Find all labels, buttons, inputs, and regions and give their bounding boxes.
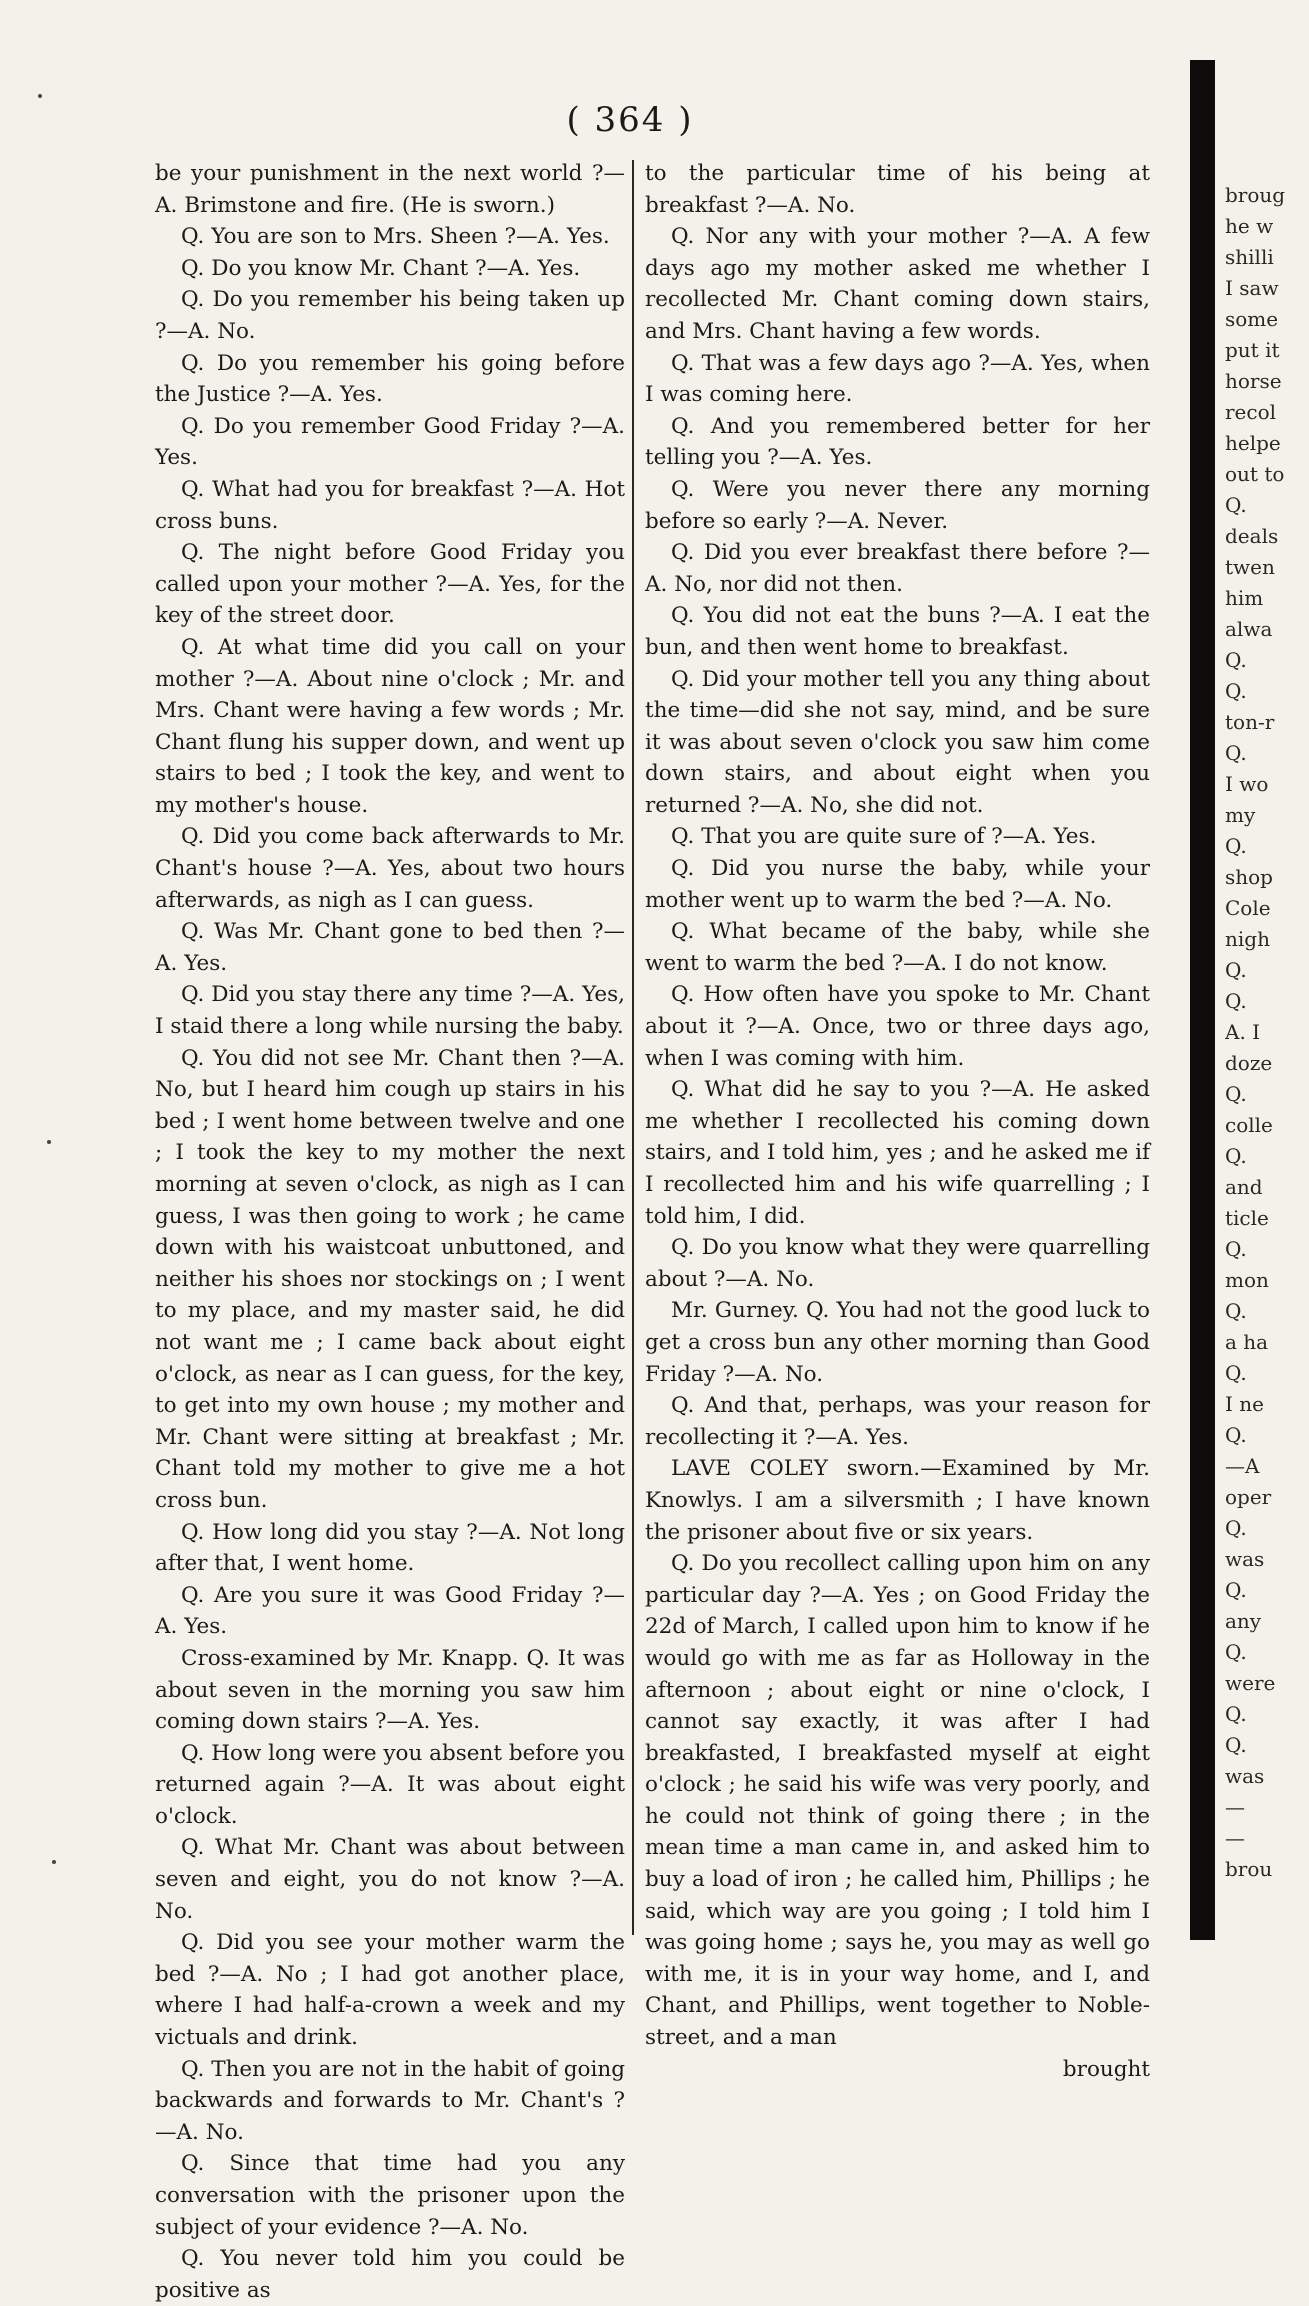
paragraph: Mr. Gurney. Q. You had not the good luck to get a cross bun any other morning than Good Friday ?—A. No. [645, 1298, 1150, 1387]
paragraph: Q. What had you for breakfast ?—A. Hot cross buns. [155, 476, 625, 534]
ink-speck [47, 1140, 51, 1144]
bleed-line: Q. [1225, 1516, 1247, 1540]
paragraph: Q. Do you recollect calling upon him on any particular day ?—A. Yes ; on Good Friday the 22d of March, I called upon him to know if he would go with me as far as Holloway in the afternoon ; about eight or nine o'clock, I cannot say exactly, it was after I had breakfasted, I breakfasted myself at eight o'clock ; he said his wife was very poorly, and he could not think of going there ; in the mean time a man came in, and asked him to buy a load of iron ; he called him, Phillips ; he said, which way are you going ; I told him I was going home ; says he, you may as well go with me, it is in your way home, and I, and Chant, and Phillips, went together to Noble-street, and a man [645, 1551, 1150, 2051]
paragraph: Q. The night before Good Friday you called upon your mother ?—A. Yes, for the key of the street door. [155, 540, 625, 629]
ink-speck [52, 1860, 56, 1864]
paragraph: Q. How long did you stay ?—A. Not long after that, I went home. [155, 1519, 625, 1577]
left-column [155, 158, 625, 2306]
paragraph: Q. That you are quite sure of ?—A. Yes. [671, 824, 1097, 850]
right-column [645, 158, 1150, 2085]
bleed-line: twen [1225, 555, 1275, 579]
bleed-line: Q. [1225, 1361, 1247, 1385]
paragraph: Q. Nor any with your mother ?—A. A few days ago my mother asked me whether I recollected Mr. Chant coming down stairs, and Mrs. Chant having a few words. [645, 224, 1150, 344]
paragraph: Q. What Mr. Chant was about between seven and eight, you do not know ?—A. No. [155, 1835, 625, 1924]
bleed-line: oper [1225, 1485, 1272, 1509]
bleed-line: shilli [1225, 245, 1274, 269]
bleed-line: I ne [1225, 1392, 1264, 1416]
paragraph: Q. And that, perhaps, was your reason for recollecting it ?—A. Yes. [645, 1393, 1150, 1450]
bleed-line: any [1225, 1609, 1262, 1633]
paragraph: Q. Were you never there any morning before so early ?—A. Never. [645, 476, 1150, 534]
bleed-line: were [1225, 1671, 1276, 1695]
bleed-line: broug [1225, 183, 1286, 207]
paragraph: Q. Do you remember his going before the Justice ?—A. Yes. [155, 350, 625, 408]
bleed-line: colle [1225, 1113, 1273, 1137]
paragraph: Q. Did you see your mother warm the bed ?—A. No ; I had got another place, where I had half-a-crown a week and my victuals and drink. [155, 1930, 625, 2051]
paragraph: Q. Since that time had you any conversation with the prisoner upon the subject of your evidence ?—A. No. [155, 2151, 625, 2240]
bleed-line: Q. [1225, 1578, 1247, 1602]
column-divider [632, 160, 634, 1935]
ink-speck [38, 94, 42, 98]
paragraph: Q. What became of the baby, while she went to warm the bed ?—A. I do not know. [645, 919, 1150, 976]
facing-page-bleed-through [1225, 180, 1309, 1885]
bleed-line: brou [1225, 1857, 1273, 1881]
bleed-line: he w [1225, 214, 1274, 238]
paragraph: Q. Did you nurse the baby, while your mother went up to warm the bed ?—A. No. [645, 856, 1150, 913]
bleed-line: —A [1225, 1454, 1260, 1478]
bleed-line: Cole [1225, 896, 1271, 920]
paragraph: Q. At what time did you call on your mother ?—A. About nine o'clock ; Mr. and Mrs. Chant were having a few words ; Mr. Chant flung his supper down, and went up stairs to bed ; I took the key, and went to my mother's house. [155, 634, 625, 818]
bleed-line: — [1225, 1826, 1245, 1850]
paragraph: Q. You did not see Mr. Chant then ?—A. No, but I heard him cough up stairs in his bed ; I went home between twelve and one ; I took the key to my mother the next morning at seven o'clock, as nigh as I can guess, I was then going to work ; he came down with his waistcoat unbuttoned, and neither his shoes nor stockings on ; I went to my place, and my master said, he did not want me ; I came back about eight o'clock, as near as I can guess, for the key, to get into my own house ; my mother and Mr. Chant were sitting at breakfast ; Mr. Chant told my mother to give me a hot cross bun. [155, 1045, 625, 1513]
paragraph: Q. Do you know what they were quarrelling about ?—A. No. [645, 1235, 1150, 1292]
bleed-line: Q. [1225, 1144, 1247, 1168]
paragraph: Q. How long were you absent before you returned again ?—A. It was about eight o'clock. [155, 1740, 625, 1829]
bleed-line: Q. [1225, 1237, 1247, 1261]
paragraph: Q. Do you know Mr. Chant ?—A. Yes. [181, 255, 581, 281]
catchword: brought [1062, 2056, 1150, 2082]
paragraph: Q. Are you sure it was Good Friday ?—A. Yes. [155, 1582, 625, 1640]
bleed-line: nigh [1225, 927, 1270, 951]
paragraph: Q. Do you remember Good Friday ?—A. Yes. [155, 413, 625, 471]
bleed-line: was [1225, 1547, 1265, 1571]
bleed-line: some [1225, 307, 1279, 331]
bleed-line: Q. [1225, 1702, 1247, 1726]
bleed-line: and [1225, 1175, 1263, 1199]
paragraph: Q. Did you come back afterwards to Mr. Chant's house ?—A. Yes, about two hours afterwards, as nigh as I can guess. [155, 824, 625, 913]
paragraph: Cross-examined by Mr. Knapp. Q. It was about seven in the morning you saw him coming down stairs ?—A. Yes. [155, 1645, 625, 1735]
paragraph: Q. And you remembered better for her telling you ?—A. Yes. [645, 413, 1150, 471]
paragraph: LAVE COLEY sworn.—Examined by Mr. Knowlys. I am a silversmith ; I have known the prisoner about five or six years. [645, 1456, 1150, 1545]
bleed-line: alwa [1225, 617, 1273, 641]
bleed-line: — [1225, 1795, 1245, 1819]
bleed-line: ticle [1225, 1206, 1269, 1230]
paragraph: be your punishment in the next world ?—A. Brimstone and fire. (He is sworn.) [155, 161, 625, 218]
bleed-line: put it [1225, 338, 1280, 362]
bleed-line: Q. [1225, 1299, 1247, 1323]
bleed-line: doze [1225, 1051, 1273, 1075]
bleed-line: Q. [1225, 1733, 1247, 1757]
paragraph: Q. That was a few days ago ?—A. Yes, when I was coming here. [645, 350, 1150, 408]
bleed-line: out to [1225, 462, 1285, 486]
bleed-line: Q. [1225, 493, 1247, 517]
bleed-line: Q. [1225, 1082, 1247, 1106]
bleed-line: horse [1225, 369, 1282, 393]
bleed-line: I wo [1225, 772, 1269, 796]
bleed-line: Q. [1225, 648, 1247, 672]
bleed-line: A. I [1225, 1020, 1261, 1044]
bleed-line: shop [1225, 865, 1273, 889]
bleed-line: my [1225, 803, 1256, 827]
paragraph: Q. Did your mother tell you any thing about the time—did she not say, mind, and be sure it was about seven o'clock you saw him come down stairs, and about eight when you returned ?—A. No, she did not. [645, 666, 1150, 818]
bleed-line: Q. [1225, 958, 1247, 982]
paragraph: Q. Then you are not in the habit of going backwards and forwards to Mr. Chant's ?—A. No. [155, 2056, 625, 2145]
paragraph: Q. Do you remember his being taken up ?—A. No. [155, 287, 625, 344]
paragraph: Q. Was Mr. Chant gone to bed then ?—A. Yes. [155, 919, 625, 976]
bleed-line: Q. [1225, 1640, 1247, 1664]
bleed-line: Q. [1225, 741, 1247, 765]
paragraph: Q. How often have you spoke to Mr. Chant about it ?—A. Once, two or three days ago, when I was coming with him. [645, 982, 1150, 1071]
bleed-line: recol [1225, 400, 1277, 424]
bleed-line: was [1225, 1764, 1265, 1788]
bleed-line: Q. [1225, 834, 1247, 858]
bleed-line: him [1225, 586, 1264, 610]
page-number: ( 364 ) [566, 100, 694, 140]
paragraph: Q. Did you stay there any time ?—A. Yes, I staid there a long while nursing the baby. [155, 982, 625, 1040]
bleed-line: Q. [1225, 1423, 1247, 1447]
bleed-line: ton-r [1225, 710, 1275, 734]
bleed-line: I saw [1225, 276, 1279, 300]
bleed-line: Q. [1225, 989, 1247, 1013]
page-edge-shadow [1190, 60, 1215, 1940]
bleed-line: Q. [1225, 679, 1247, 703]
paragraph: Q. You are son to Mrs. Sheen ?—A. Yes. [181, 224, 610, 250]
paragraph: Q. What did he say to you ?—A. He asked me whether I recollected his coming down stairs, and I told him, yes ; and he asked me if I recollected him and his wife quarrelling ; I told him, I did. [645, 1077, 1150, 1229]
bleed-line: mon [1225, 1268, 1269, 1292]
paragraph: Q. You did not eat the buns ?—A. I eat the bun, and then went home to breakfast. [645, 603, 1150, 660]
bleed-line: helpe [1225, 431, 1281, 455]
paragraph: Q. Did you ever breakfast there before ?—A. No, nor did not then. [645, 540, 1150, 597]
bleed-line: deals [1225, 524, 1279, 548]
paragraph: Q. You never told him you could be positive as [155, 2246, 625, 2303]
bleed-line: a ha [1225, 1330, 1269, 1354]
paragraph: to the particular time of his being at breakfast ?—A. No. [645, 161, 1150, 218]
